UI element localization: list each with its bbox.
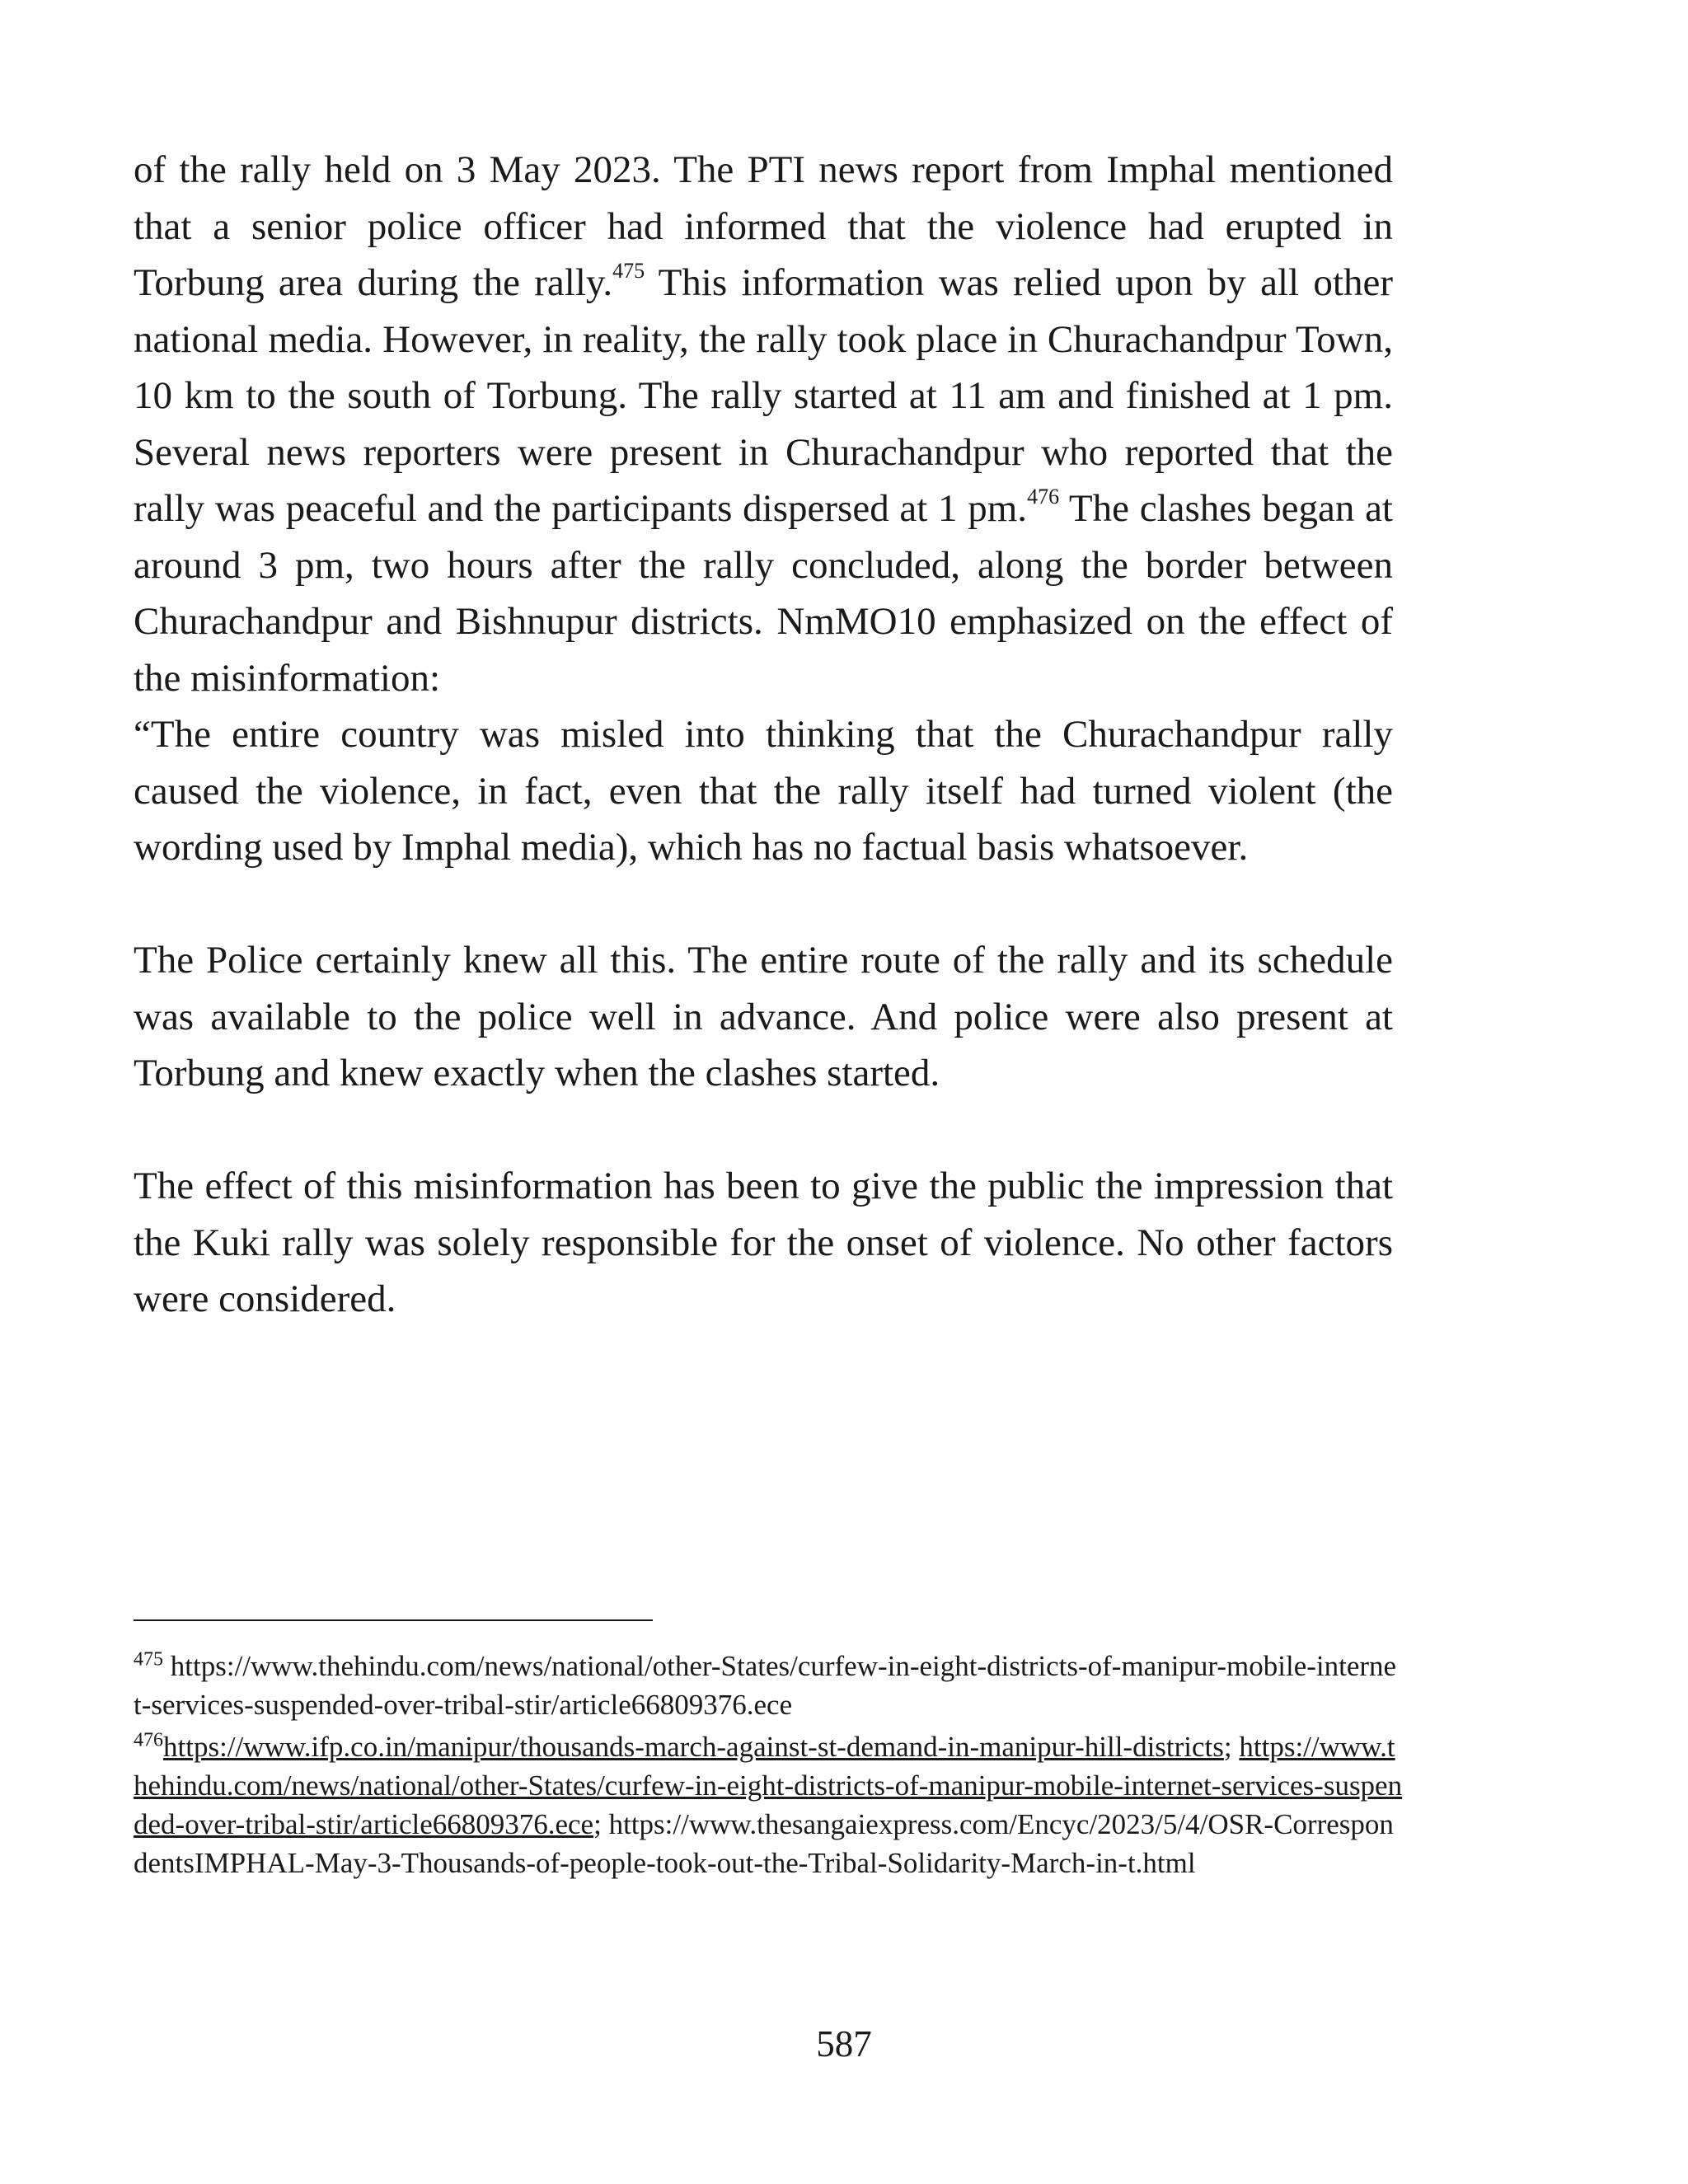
footnote-link-ifp[interactable]: https://www.ifp.co.in/manipur/thousands-march-against-st-demand-in-manipur-hill-districts bbox=[163, 1731, 1224, 1763]
main-text bbox=[134, 142, 1393, 1328]
footnote-url-sangaiexpress: https://www.thesangaiexpress.com/Encyc/2023/5/4/OSR-CorrespondentsIMPHAL-May-3-Thousands-of-people-took-out-the-Tribal-Solidarity-March-in-t.html bbox=[134, 1808, 1394, 1879]
footnote-separator: ; bbox=[593, 1808, 602, 1840]
block-quote: “The entire country was misled into thinking that the Churachandpur rally caused the violence, in fact, even that the rally itself had turned violent (the wording used by Imphal media), which has no factual basis whatsoever. bbox=[134, 713, 1393, 869]
footnote-link-thehindu[interactable]: https://www.thehindu.com/news/national/other-States/curfew-in-eight-districts-of-manipur-mobile-internet-services-suspended-over-tribal-stir/article66809376.ece bbox=[134, 1731, 1403, 1840]
paragraph-rally-misinformation bbox=[134, 142, 1393, 706]
footnote-number: 476 bbox=[134, 1729, 163, 1751]
footnote-476 bbox=[134, 1727, 1403, 1882]
footnote-number: 475 bbox=[134, 1648, 163, 1671]
paragraph-text: of the rally held on 3 May 2023. The PTI news report from Imphal mentioned that a senior police officer had informed that the violence had erupted in Torbung area during the rally. bbox=[134, 148, 1393, 304]
footnotes bbox=[134, 1647, 1403, 1886]
footnote-separator: ; bbox=[1223, 1731, 1232, 1763]
paragraph-police: The Police certainly knew all this. The entire route of the rally and its schedule was available to the police well in advance. And police were also present at Torbung and knew exactly when the clashes started. bbox=[134, 939, 1393, 1094]
footnote-url: https://www.thehindu.com/news/national/other-States/curfew-in-eight-districts-of-manipur-mobile-internet-services-suspended-over-tribal-stir/article66809376.ece bbox=[134, 1650, 1397, 1721]
footnote-ref-475[interactable]: 475 bbox=[612, 259, 645, 284]
footnote-ref-476[interactable]: 476 bbox=[1027, 485, 1060, 509]
paragraph-text: The clashes began at around 3 pm, two hours after the rally concluded, along the border between Churachandpur and Bishnupur districts. NmMO10 emphasized on the effect of the misinformation: bbox=[134, 487, 1393, 700]
paragraph-text: This information was relied upon by all other national media. However, in reality, the rally took place in Churachandpur Town, 10 km to the south of Torbung. The rally started at 11 am and finished at 1 pm. Several news reporters were present in Churachandpur who reported that the rally was peaceful and the participants dispersed at 1 pm. bbox=[134, 261, 1393, 530]
footnote-divider bbox=[134, 1619, 653, 1621]
footnote-475 bbox=[134, 1647, 1403, 1724]
page-number: 587 bbox=[816, 2023, 872, 2064]
paragraph-effect: The effect of this misinformation has been to give the public the impression that the Kuki rally was solely responsible for the onset of violence. No other factors were considered. bbox=[134, 1165, 1393, 1320]
